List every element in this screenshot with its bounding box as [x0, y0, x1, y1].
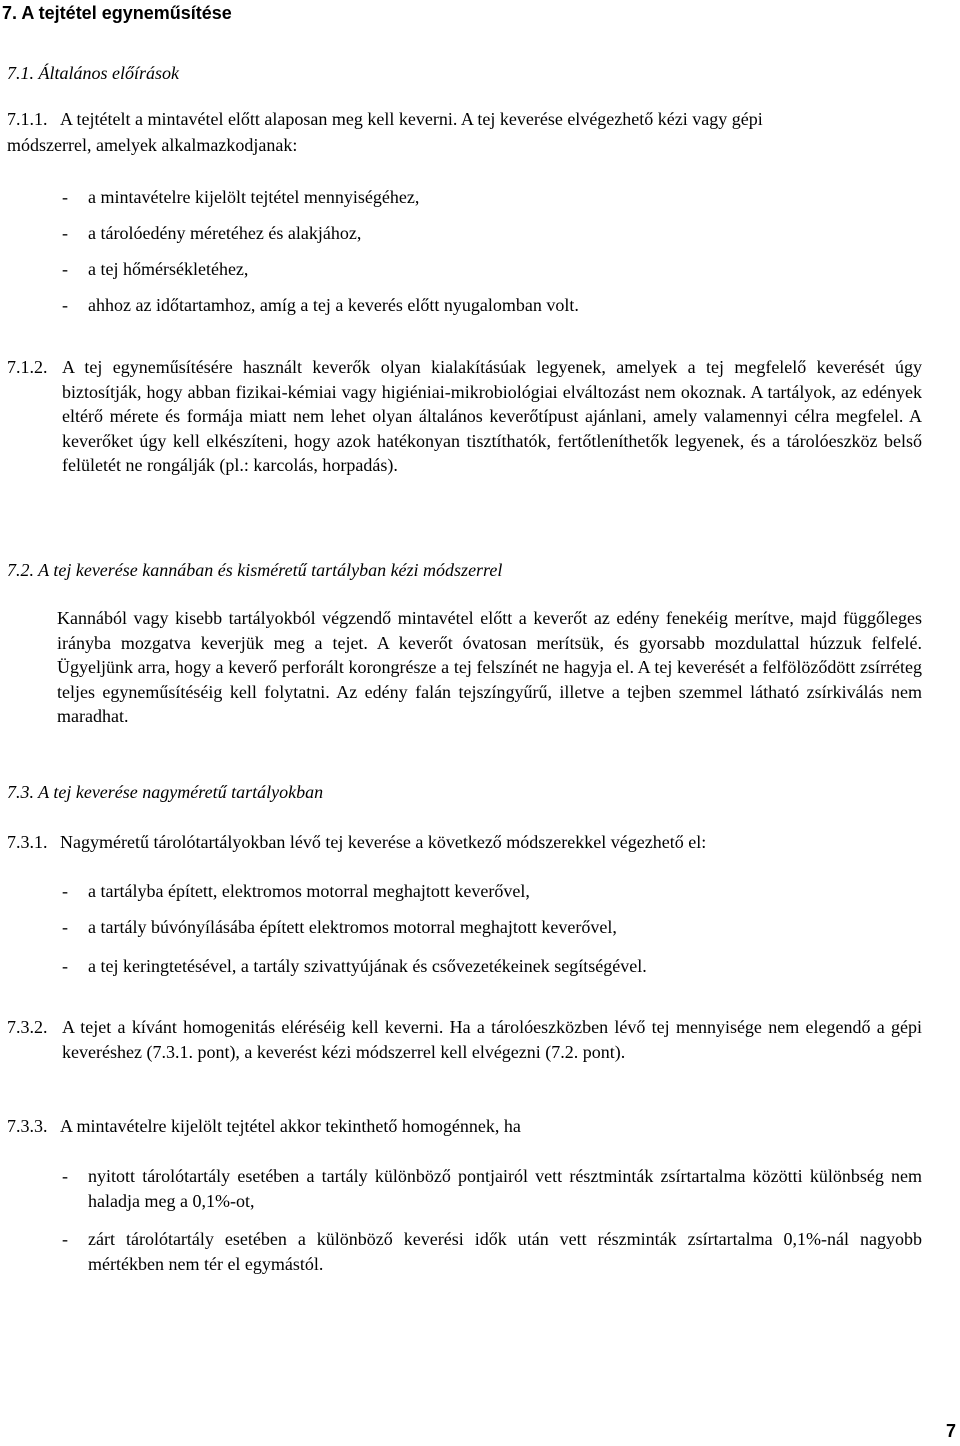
list-item: a tej keringtetésével, a tartály szivattyújának és csővezetékeinek segítségével.	[88, 956, 647, 976]
page-number: 7	[946, 1421, 957, 1441]
subsection-heading-7-2: 7.2. A tej keverése kannában és kisméretű tartályban kézi módszerrel	[7, 560, 503, 580]
list-dash: -	[62, 259, 68, 279]
subsection-heading-7-1: 7.1. Általános előírások	[7, 63, 179, 83]
list-item: a tartály búvónyílásába épített elektromos motorral meghajtott keverővel,	[88, 917, 617, 937]
section-title: 7. A tejtétel egyneműsítése	[2, 3, 232, 23]
list-item: ahhoz az időtartamhoz, amíg a tej a keverés előtt nyugalomban volt.	[88, 295, 579, 315]
paragraph-7-3-1-number: 7.3.1.	[7, 832, 48, 852]
paragraph-7-3-3-number: 7.3.3.	[7, 1116, 48, 1136]
list-dash: -	[62, 881, 68, 901]
paragraph-7-2-text: Kannából vagy kisebb tartályokból végzendő mintavétel előtt a keverőt az edény fenekéig merítve, majd függőleges irányba mozgatva keverjük meg a tejet. A keverőt óvatosan merítsük, és gyorsabb mozdulattal húzzuk felfelé. Ügyeljünk arra, hogy a keverő perforált korongrésze a tej felszínét ne hagyja el. A tej keverését a felfölöződött zsírréteg teljes egyneműsítéséig kell folytatni. Az edény falán tejszíngyűrű, illetve a tejben szemmel látható zsírkiválás nem maradhat.	[57, 608, 922, 727]
list-dash: -	[62, 187, 68, 207]
list-item: zárt tárolótartály esetében a különböző keverési idők után vett részminták zsírtartalma 0,1%-nál nagyobb mértékben nem tér el egymástól.	[88, 1229, 922, 1274]
paragraph-7-1-1-line-1: A tejtételt a mintavétel előtt alaposan meg kell keverni. A tej keverése elvégezhető kézi vagy gépi	[60, 109, 763, 129]
list-dash: -	[62, 1166, 68, 1186]
list-item: a tárolóedény méretéhez és alakjához,	[88, 223, 362, 243]
list-item: a tej hőmérsékletéhez,	[88, 259, 249, 279]
list-dash: -	[62, 295, 68, 315]
list-item: a mintavételre kijelölt tejtétel mennyiségéhez,	[88, 187, 420, 207]
list-dash: -	[62, 223, 68, 243]
paragraph-7-3-2-text: A tejet a kívánt homogenitás eléréséig kell keverni. Ha a tárolóeszközben lévő tej mennyisége nem elegendő a gépi keveréshez (7.3.1. pont), a keverést kézi módszerrel kell elvégezni (7.2. pont).	[62, 1017, 922, 1062]
list-dash: -	[62, 956, 68, 976]
subsection-heading-7-3: 7.3. A tej keverése nagyméretű tartályokban	[7, 782, 324, 802]
list-item: a tartályba épített, elektromos motorral meghajtott keverővel,	[88, 881, 530, 901]
paragraph-7-1-2-text: A tej egyneműsítésére használt keverők olyan kialakításúak legyenek, amelyek a tej megfelelő keverését úgy biztosítják, hogy abban fizikai-kémiai vagy higiéniai-mikrobiológiai elváltozást nem okoznak. A tartályok, az edények eltérő mérete és formája miatt nem lehet olyan általános keverőtípust ajánlani, amely valamennyi célra megfelel. A keverőket úgy kell elkészíteni, hogy azok hatékonyan tisztíthatók, fertőtleníthetők legyenek, és a tárolóeszköz belső felületét ne rongálják (pl.: karcolás, horpadás).	[62, 357, 922, 476]
paragraph-7-1-1-number: 7.1.1.	[7, 109, 48, 129]
list-dash: -	[62, 1229, 68, 1249]
list-item: nyitott tárolótartály esetében a tartály különböző pontjairól vett résztminták zsírtartalma közötti különbség nem haladja meg a 0,1%-ot,	[88, 1166, 922, 1211]
paragraph-7-3-3-text: A mintavételre kijelölt tejtétel akkor tekinthető homogénnek, ha	[60, 1116, 521, 1136]
paragraph-7-3-2-number: 7.3.2.	[7, 1017, 48, 1037]
paragraph-7-1-1-line-2: módszerrel, amelyek alkalmazkodjanak:	[7, 135, 298, 155]
paragraph-7-3-1-text: Nagyméretű tárolótartályokban lévő tej keverése a következő módszerekkel végezhető el:	[60, 832, 707, 852]
paragraph-7-1-2-number: 7.1.2.	[7, 357, 48, 377]
list-dash: -	[62, 917, 68, 937]
